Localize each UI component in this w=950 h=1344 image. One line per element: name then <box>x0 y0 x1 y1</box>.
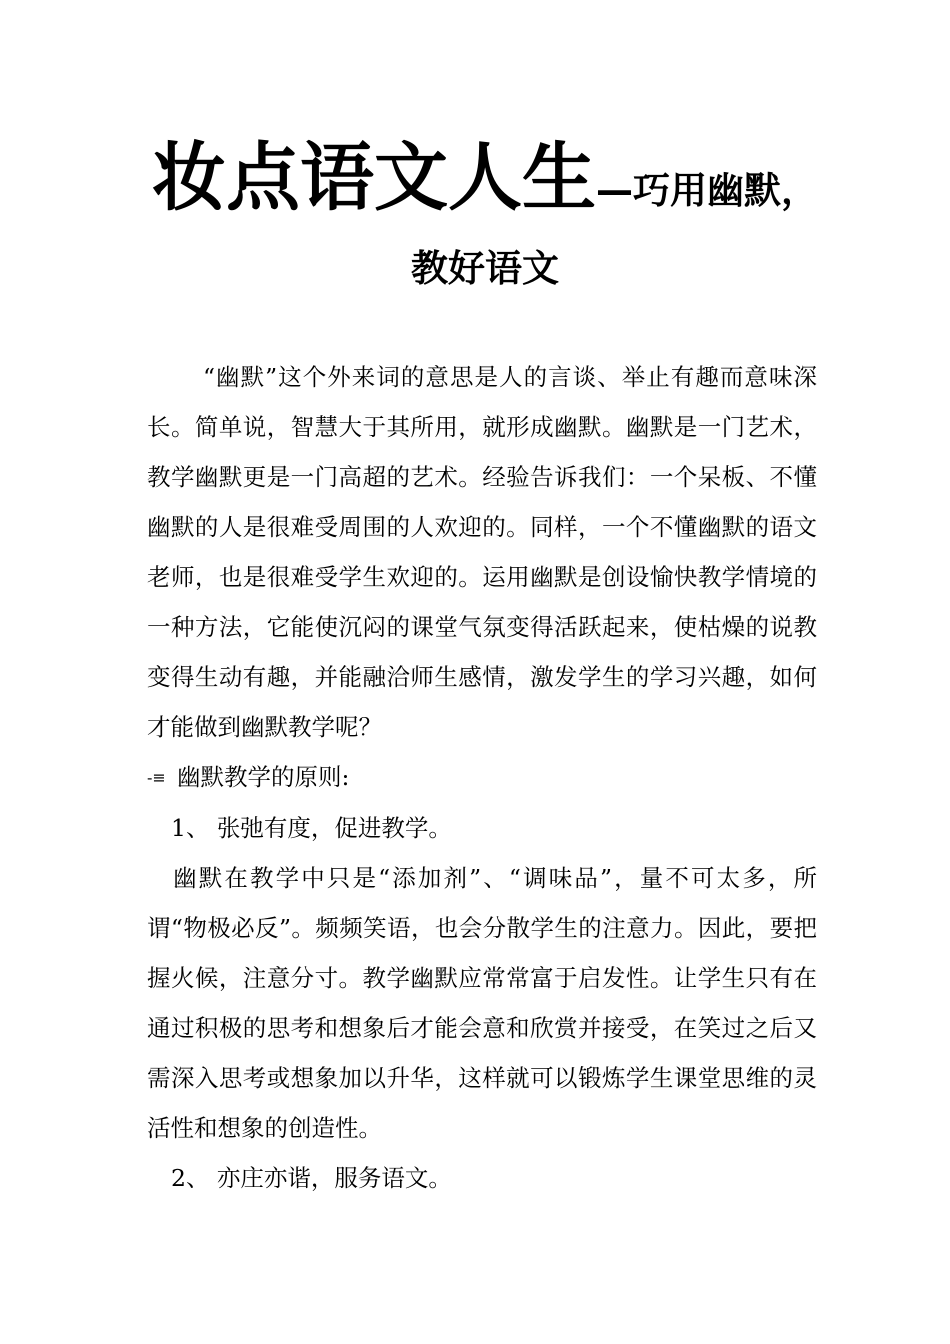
section-marker: -≡ <box>147 768 166 787</box>
item-1-heading: 1、 张弛有度，促进教学。 <box>171 814 452 842</box>
document-title <box>140 130 830 292</box>
item-1-paragraph <box>147 853 817 1153</box>
section-heading <box>147 752 817 803</box>
intro-paragraph: “幽默”这个外来词的意思是人的言谈、举止有趣而意味深长。简单说，智慧大于其所用，就形成幽默。幽默是一门艺术，教学幽默更是一门高超的艺术。经验告诉我们：一个呆板、不懂幽默的人是很难受周围的人欢迎的。同样，一个不懂幽默的语文老师，也是很难受学生欢迎的。运用幽默是创设愉快教学情境的一种方法，它能使沉闷的课堂气氛变得活跃起来，使枯燥的说教变得生动有趣，并能融洽师生感情，激发学生的学习兴趣，如何才能做到幽默教学呢？ <box>147 363 817 741</box>
item-2-heading: 2、 亦庄亦谐，服务语文。 <box>171 1164 452 1192</box>
document-body <box>147 352 817 1203</box>
title-line-1 <box>140 130 830 246</box>
section-heading-text: 幽默教学的原则: <box>177 763 350 791</box>
item-1-paragraph-text: 幽默在教学中只是“添加剂”、“调味品”，量不可太多，所谓“物极必反”。频频笑语，也会分散学生的注意力。因此，要把握火候，注意分寸。教学幽默应常常富于启发性。让学生只有在通过积极的思考和想象后才能会意和欣赏并接受，在笑过之后又需深入思考或想象加以升华，这样就可以锻炼学生课堂思维的灵活性和想象的创造性。 <box>147 864 817 1142</box>
title-main-text: 妆点语文人生 <box>152 135 596 221</box>
title-subtitle-text: —巧用幽默， <box>596 169 818 212</box>
title-line-2: 教好语文 <box>411 247 559 290</box>
